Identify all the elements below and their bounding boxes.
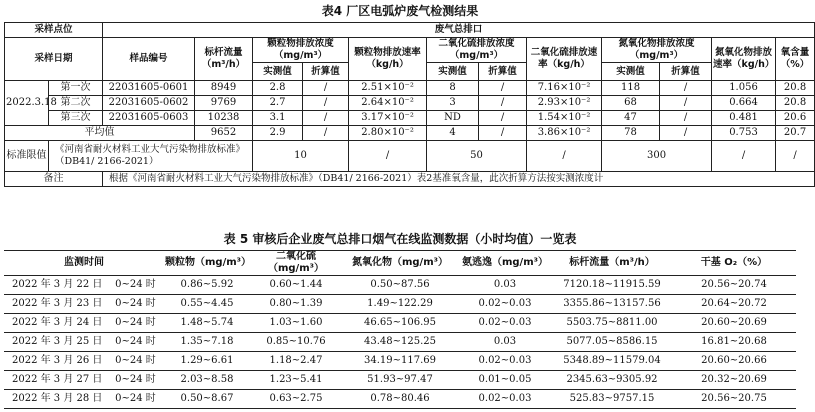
header-flow: 标杆流量（m³/h）	[195, 38, 253, 81]
so2-rate: 1.54×10⁻²	[527, 111, 602, 126]
header-converted: 折算值	[303, 63, 349, 81]
table-row	[4, 314, 796, 333]
pm-range: 0.55~4.45	[164, 295, 250, 314]
monitor-time: 2022 年 3 月 28 日 0~24 时	[4, 390, 164, 409]
row-label: 第二次	[49, 96, 103, 111]
o2-range: 20.60~20.69	[672, 314, 796, 333]
so2-range: 0.63~2.75	[250, 390, 342, 409]
remark-text: 根据《河南省耐火材料工业大气污染物排放标准》（DB41/ 2166-2021）表2基准氧含量，此次折算方法按实测浓度计	[103, 172, 815, 187]
limit-so2: 50	[427, 141, 527, 172]
table-row	[4, 295, 796, 314]
table-row	[4, 276, 796, 295]
limit-o2: /	[776, 141, 815, 172]
nox-measured: 47	[602, 111, 660, 126]
header-pm-conc: 颗粒物排放浓度（mg/m³）	[253, 38, 349, 63]
flow-value: 10238	[195, 111, 253, 126]
nox-measured: 78	[602, 126, 660, 141]
table4-title: 表4 厂区电弧炉废气检测结果	[321, 4, 479, 18]
header-so2-conc: 二氧化硫排放浓度（mg/m³）	[427, 38, 527, 63]
header-measured: 实测值	[427, 63, 479, 81]
table-row	[4, 352, 796, 371]
pm-rate: 3.17×10⁻²	[349, 111, 427, 126]
monitor-time: 2022 年 3 月 27 日 0~24 时	[4, 371, 164, 390]
so2-measured: 8	[427, 81, 479, 96]
sample-no: 22031605-0601	[103, 81, 195, 96]
pm-measured: 2.7	[253, 96, 303, 111]
nox-measured: 118	[602, 81, 660, 96]
flow-value: 9769	[195, 96, 253, 111]
header-ammonia: 氨逃逸（mg/m³）	[458, 251, 552, 276]
header-o2: 氧含量（%）	[776, 38, 815, 81]
monitor-time: 2022 年 3 月 25 日 0~24 时	[4, 333, 164, 352]
so2-range: 1.23~5.41	[250, 371, 342, 390]
date-cell: 2022.3.18	[5, 81, 49, 126]
o2-value: 20.8	[776, 96, 815, 111]
o2-range: 20.56~20.75	[672, 390, 796, 409]
flow-range: 525.83~9757.15	[552, 390, 672, 409]
nox-rate: 0.664	[712, 96, 776, 111]
o2-range: 16.81~20.68	[672, 333, 796, 352]
nox-converted: /	[660, 126, 712, 141]
flow-range: 7120.18~11915.59	[552, 276, 672, 295]
monitor-time: 2022 年 3 月 23 日 0~24 时	[4, 295, 164, 314]
ammonia-range: 0.02~0.03	[458, 390, 552, 409]
header-sample-no: 样品编号	[103, 38, 195, 81]
flow-range: 5077.05~8586.15	[552, 333, 672, 352]
ammonia-range: 0.02~0.03	[458, 314, 552, 333]
remark-row	[5, 172, 815, 187]
header-converted: 折算值	[479, 63, 527, 81]
flow-value: 9652	[195, 126, 253, 141]
table-row	[4, 390, 796, 409]
table-row	[5, 96, 815, 111]
flow-range: 3355.86~13157.56	[552, 295, 672, 314]
nox-rate: 0.481	[712, 111, 776, 126]
ammonia-range: 0.03	[458, 276, 552, 295]
ammonia-range: 0.01~0.05	[458, 371, 552, 390]
table-row	[5, 81, 815, 96]
table5-title: 表 5 审核后企业废气总排口烟气在线监测数据（小时均值）一览表	[223, 232, 577, 246]
header-nox-conc: 氮氧化物排放浓度（mg/m³）	[602, 38, 712, 63]
average-label: 平均值	[5, 126, 195, 141]
flow-value: 8949	[195, 81, 253, 96]
pm-range: 1.35~7.18	[164, 333, 250, 352]
nox-converted: /	[660, 111, 712, 126]
o2-value: 20.8	[776, 81, 815, 96]
pm-converted: /	[303, 126, 349, 141]
so2-range: 0.60~1.44	[250, 276, 342, 295]
flow-range: 5503.75~8811.00	[552, 314, 672, 333]
header-so2: 二氧化硫（mg/m³）	[250, 251, 342, 276]
row-label: 第三次	[49, 111, 103, 126]
pm-measured: 3.1	[253, 111, 303, 126]
nox-converted: /	[660, 81, 712, 96]
pm-range: 1.29~6.61	[164, 352, 250, 371]
nox-converted: /	[660, 96, 712, 111]
remark-label: 备注	[5, 172, 103, 187]
nox-range: 0.78~80.46	[342, 390, 458, 409]
pm-range: 1.48~5.74	[164, 314, 250, 333]
so2-range: 0.80~1.39	[250, 295, 342, 314]
sample-no: 22031605-0602	[103, 96, 195, 111]
limit-so2-rate: /	[527, 141, 602, 172]
monitor-time: 2022 年 3 月 22 日 0~24 时	[4, 276, 164, 295]
table5-header-row	[4, 251, 796, 276]
o2-range: 20.56~20.74	[672, 276, 796, 295]
table-row	[5, 111, 815, 126]
pm-rate: 2.80×10⁻²	[349, 126, 427, 141]
average-row	[5, 126, 815, 141]
so2-range: 0.85~10.76	[250, 333, 342, 352]
header-measured: 实测值	[253, 63, 303, 81]
o2-value: 20.7	[776, 126, 815, 141]
o2-value: 20.6	[776, 111, 815, 126]
ammonia-range: 0.02~0.03	[458, 295, 552, 314]
limit-label: 标准限值	[5, 141, 49, 172]
header-time: 监测时间	[4, 251, 164, 276]
header-measured: 实测值	[602, 63, 660, 81]
so2-converted: /	[479, 111, 527, 126]
so2-converted: /	[479, 96, 527, 111]
header-pm: 颗粒物（mg/m³）	[164, 251, 250, 276]
so2-range: 1.18~2.47	[250, 352, 342, 371]
o2-range: 20.32~20.69	[672, 371, 796, 390]
header-date: 采样日期	[5, 38, 103, 81]
table5-online-monitoring	[4, 250, 796, 409]
header-converted: 折算值	[660, 63, 712, 81]
o2-range: 20.60~20.66	[672, 352, 796, 371]
nox-range: 0.50~87.56	[342, 276, 458, 295]
ammonia-range: 0.02~0.03	[458, 352, 552, 371]
monitor-time: 2022 年 3 月 24 日 0~24 时	[4, 314, 164, 333]
header-pm-rate: 颗粒物排放速率（kg/h）	[349, 38, 427, 81]
ammonia-range: 0.03	[458, 333, 552, 352]
pm-range: 0.86~5.92	[164, 276, 250, 295]
so2-measured: 3	[427, 96, 479, 111]
header-nox-rate: 氮氧化物排放速率（kg/h）	[712, 38, 776, 81]
sampling-point-value: 废气总排口	[103, 23, 815, 38]
nox-range: 1.49~122.29	[342, 295, 458, 314]
pm-rate: 2.64×10⁻²	[349, 96, 427, 111]
so2-rate: 7.16×10⁻²	[527, 81, 602, 96]
table-row	[4, 371, 796, 390]
so2-converted: /	[479, 81, 527, 96]
pm-range: 0.50~8.67	[164, 390, 250, 409]
nox-rate: 0.753	[712, 126, 776, 141]
table4-arc-furnace-results	[4, 22, 815, 187]
nox-range: 51.93~97.47	[342, 371, 458, 390]
nox-range: 34.19~117.69	[342, 352, 458, 371]
pm-range: 2.03~8.58	[164, 371, 250, 390]
limit-pm: 10	[253, 141, 349, 172]
o2-range: 20.64~20.72	[672, 295, 796, 314]
limit-nox: 300	[602, 141, 712, 172]
flow-range: 2345.63~9305.92	[552, 371, 672, 390]
flow-range: 5348.89~11579.04	[552, 352, 672, 371]
header-so2-rate: 二氧化硫排放速率（kg/h）	[527, 38, 602, 81]
limit-nox-rate: /	[712, 141, 776, 172]
monitor-time: 2022 年 3 月 26 日 0~24 时	[4, 352, 164, 371]
row-label: 第一次	[49, 81, 103, 96]
header-nox: 氮氧化物（mg/m³）	[342, 251, 458, 276]
so2-rate: 2.93×10⁻²	[527, 96, 602, 111]
so2-measured: 4	[427, 126, 479, 141]
pm-rate: 2.51×10⁻²	[349, 81, 427, 96]
header-o2: 干基 O₂（%）	[672, 251, 796, 276]
limit-pm-rate: /	[349, 141, 427, 172]
pm-converted: /	[303, 96, 349, 111]
table-row	[4, 333, 796, 352]
nox-range: 43.48~125.25	[342, 333, 458, 352]
so2-rate: 3.86×10⁻²	[527, 126, 602, 141]
sample-no: 22031605-0603	[103, 111, 195, 126]
header-flow: 标杆流量（m³/h）	[552, 251, 672, 276]
pm-converted: /	[303, 81, 349, 96]
so2-measured: ND	[427, 111, 479, 126]
limit-standard: 《河南省耐火材料工业大气污染物排放标准》（DB41/ 2166-2021）	[49, 141, 253, 172]
nox-measured: 68	[602, 96, 660, 111]
limit-row	[5, 141, 815, 172]
nox-rate: 1.056	[712, 81, 776, 96]
nox-range: 46.65~106.95	[342, 314, 458, 333]
pm-converted: /	[303, 111, 349, 126]
sampling-point-label: 采样点位	[5, 23, 103, 38]
pm-measured: 2.9	[253, 126, 303, 141]
so2-converted: /	[479, 126, 527, 141]
so2-range: 1.03~1.60	[250, 314, 342, 333]
pm-measured: 2.8	[253, 81, 303, 96]
